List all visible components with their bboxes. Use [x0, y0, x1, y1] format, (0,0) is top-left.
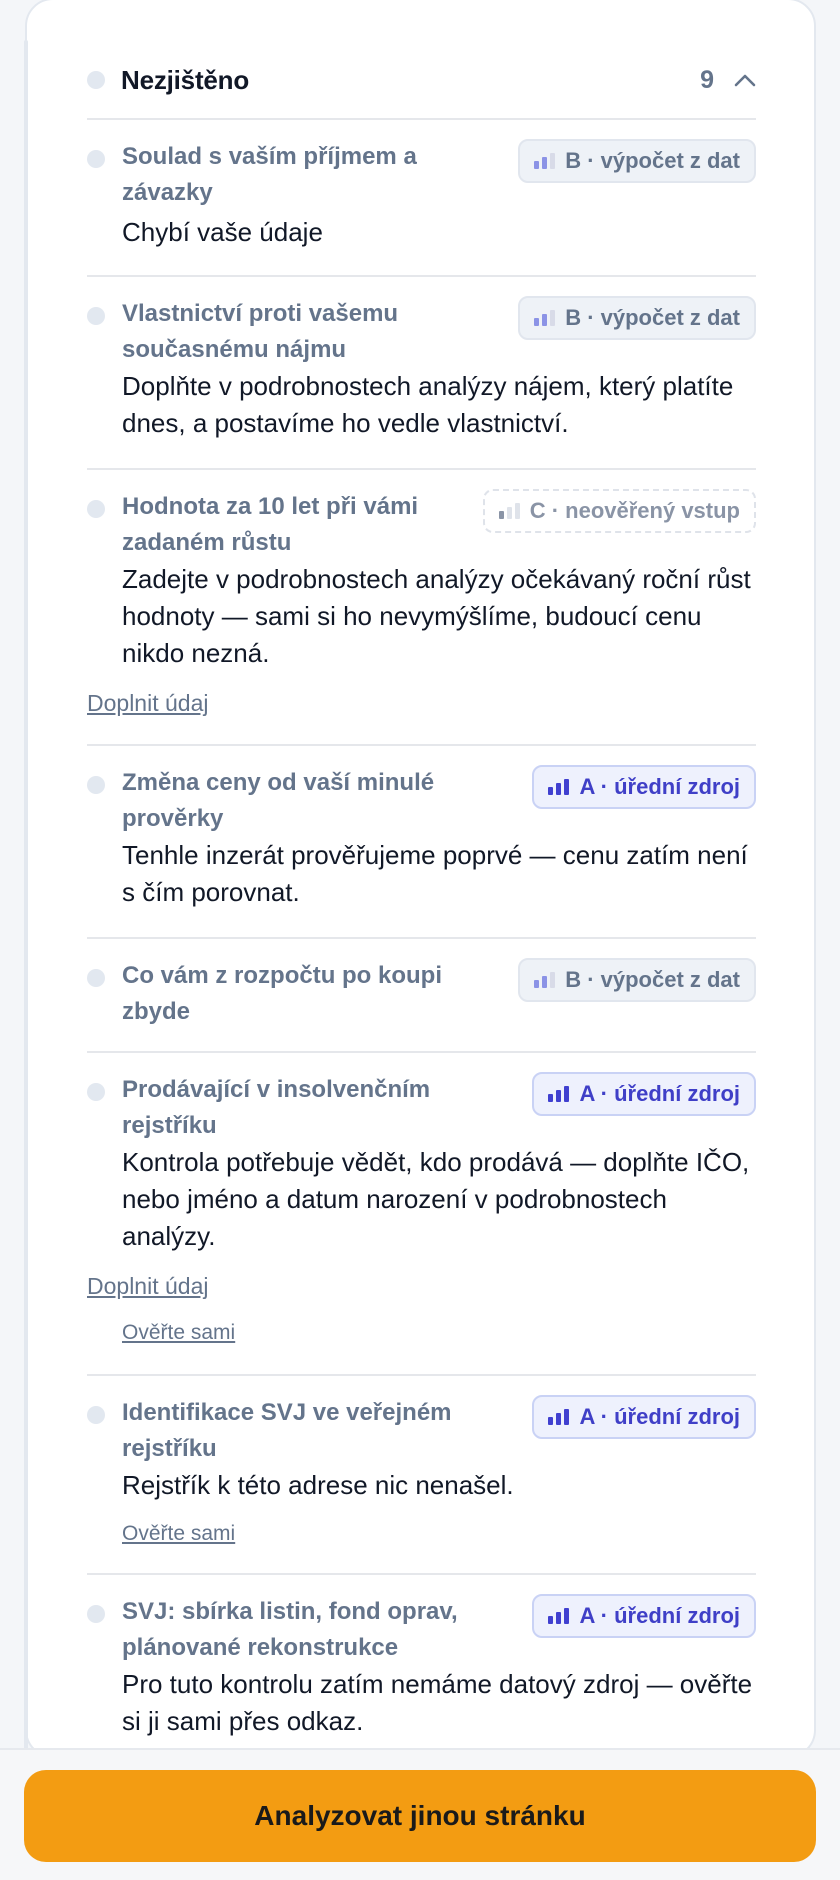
status-dot-icon [87, 307, 105, 325]
check-title: Vlastnictví proti vašemu současnému nájmu [122, 300, 399, 363]
signal-bars-icon [548, 779, 569, 795]
check-title: Soulad s vaším příjmem a závazky [122, 143, 417, 206]
signal-bars-icon [548, 1608, 569, 1624]
verify-yourself-link[interactable]: Ověřte sami [122, 1321, 236, 1344]
analyze-another-page-button[interactable]: Analyzovat jinou stránku [24, 1770, 816, 1862]
signal-bars-icon [548, 1409, 569, 1425]
confidence-badge: A · úřední zdroj [532, 1594, 756, 1638]
check-description: Rejstřík k této adrese nic nenašel. [122, 1470, 514, 1500]
section-title: Nezjištěno [121, 64, 250, 95]
check-description: Tenhle inzerát prověřujeme poprvé — cenu zatím není s čím porovnat. [122, 840, 748, 907]
check-title: SVJ: sbírka listin, fond oprav, plánované rekonstrukce [122, 1598, 458, 1661]
check-item [87, 470, 756, 746]
check-title: Změna ceny od vaší minulé prověrky [122, 769, 435, 832]
signal-bars-icon [534, 972, 555, 988]
signal-bars-icon [499, 503, 520, 519]
status-dot-icon [87, 71, 105, 89]
check-item [87, 746, 756, 939]
confidence-badge: A · úřední zdroj [532, 1072, 756, 1116]
check-title: Prodávající v insolvenčním rejstříku [122, 1076, 431, 1139]
confidence-badge: C · neověřený vstup [483, 489, 756, 533]
check-item [87, 1053, 756, 1376]
confidence-badge: A · úřední zdroj [532, 765, 756, 809]
check-description: Doplňte v podrobnostech analýzy nájem, který platíte dnes, a postavíme ho vedle vlastnictví. [122, 371, 734, 438]
check-item [87, 939, 756, 1053]
confidence-badge: A · úřední zdroj [532, 1395, 756, 1439]
results-card [25, 0, 816, 1758]
check-item [87, 1575, 756, 1775]
status-dot-icon [87, 1605, 105, 1623]
fill-data-link[interactable]: Doplnit údaj [87, 690, 209, 716]
signal-bars-icon [548, 1086, 569, 1102]
status-dot-icon [87, 1083, 105, 1101]
confidence-badge: B · výpočet z dat [518, 139, 756, 183]
check-description: Chybí vaše údaje [122, 217, 323, 247]
check-title: Identifikace SVJ ve veřejném rejstříku [122, 1399, 452, 1462]
bottom-action-bar [0, 1748, 840, 1880]
status-dot-icon [87, 969, 105, 987]
section-count: 9 [700, 65, 714, 94]
signal-bars-icon [534, 310, 555, 326]
check-title: Co vám z rozpočtu po koupi zbyde [122, 962, 443, 1025]
chevron-up-icon[interactable] [734, 69, 756, 91]
verify-yourself-link[interactable]: Ověřte sami [122, 1522, 236, 1545]
check-title: Hodnota za 10 let při vámi zadaném růstu [122, 493, 419, 556]
signal-bars-icon [534, 153, 555, 169]
status-dot-icon [87, 500, 105, 518]
fill-data-link[interactable]: Doplnit údaj [87, 1273, 209, 1299]
confidence-badge: B · výpočet z dat [518, 958, 756, 1002]
status-dot-icon [87, 1406, 105, 1424]
check-item [87, 122, 756, 277]
check-description: Pro tuto kontrolu zatím nemáme datový zdroj — ověřte si ji sami přes odkaz. [122, 1669, 753, 1736]
status-dot-icon [87, 150, 105, 168]
status-dot-icon [87, 776, 105, 794]
check-item [87, 277, 756, 470]
check-item [87, 1376, 756, 1575]
confidence-badge: B · výpočet z dat [518, 296, 756, 340]
section-header[interactable] [87, 42, 756, 120]
check-description: Zadejte v podrobnostech analýzy očekávaný roční růst hodnoty — sami si ho nevymýšlíme, budoucí cenu nikdo nezná. [122, 564, 751, 668]
check-description: Kontrola potřebuje vědět, kdo prodává — doplňte IČO, nebo jméno a datum narození v podrobnostech analýzy. [122, 1147, 750, 1251]
